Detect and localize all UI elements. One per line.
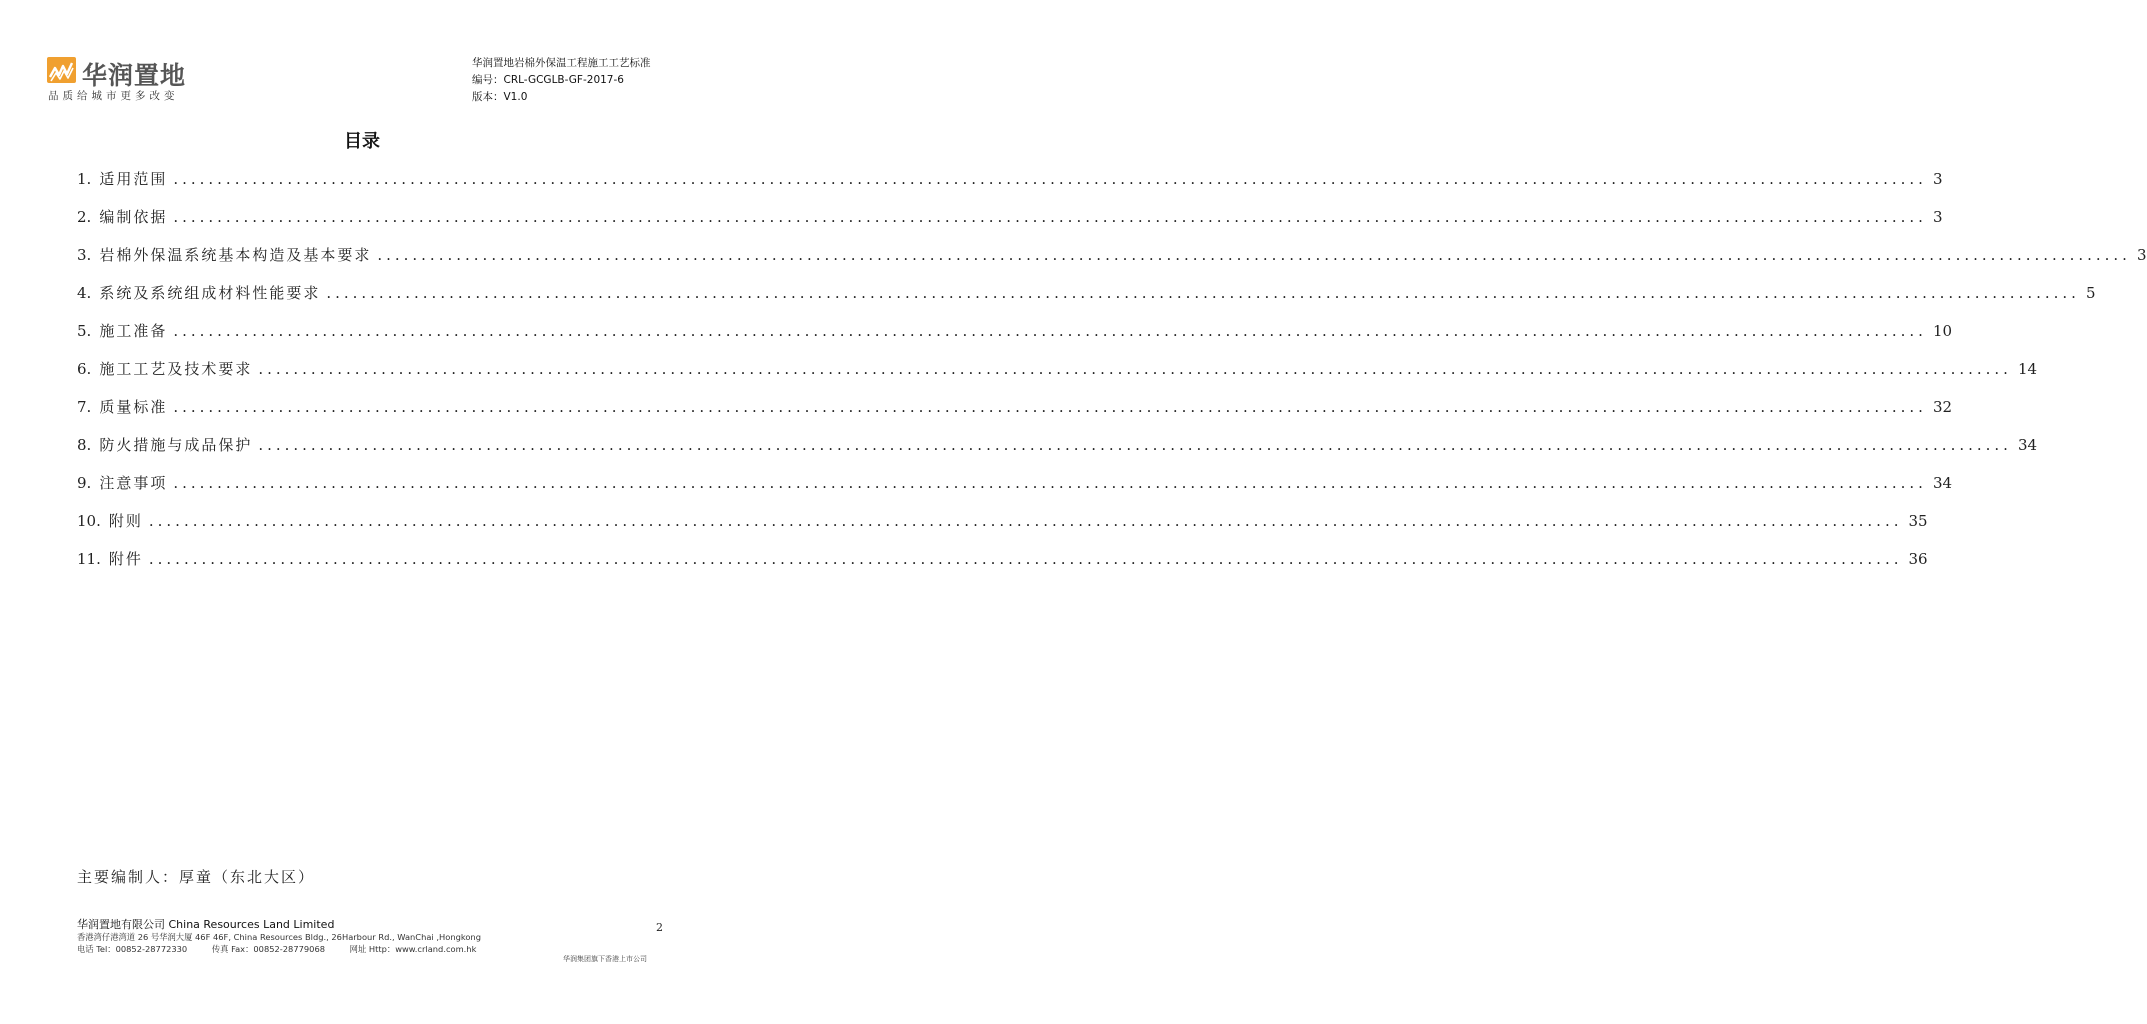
- toc-leader-dots: ........................................................................................................................................................................................................: [326, 284, 2080, 302]
- toc-leader-dots: ........................................................................................................................................................................................................: [258, 436, 2012, 454]
- toc-leader-dots: ........................................................................................................................................................................................................: [173, 322, 1927, 340]
- toc-leader-dots: ........................................................................................................................................................................................................: [377, 246, 2131, 264]
- footer-note: 华润集团旗下香港上市公司: [563, 955, 647, 963]
- toc-entry-number: 9.: [77, 474, 92, 492]
- toc-leader-dots: ........................................................................................................................................................................................................: [173, 170, 1927, 188]
- toc-entry-page: 3: [1932, 208, 1943, 226]
- toc-entry-page: 10: [1932, 322, 1953, 340]
- toc-entry-number: 6.: [77, 360, 92, 378]
- toc-entry[interactable]: [77, 312, 1953, 350]
- footer-company: 华润置地有限公司 China Resources Land Limited: [77, 918, 335, 931]
- toc-entry-title: 编制依据: [99, 208, 168, 226]
- footer-contact: [77, 943, 498, 955]
- document-version: 版本：V1.0: [472, 91, 528, 103]
- toc-entry-title: 质量标准: [99, 398, 168, 416]
- toc-entry[interactable]: [77, 388, 1953, 426]
- toc-entry-number: 3.: [77, 246, 92, 264]
- toc-entry[interactable]: [77, 350, 2038, 388]
- logo-mark-icon: [47, 57, 76, 83]
- footer-web: 网址 Http：www.crland.com.hk: [349, 944, 477, 954]
- toc-entry-title: 施工工艺及技术要求: [99, 360, 253, 378]
- toc-entry[interactable]: [77, 502, 1928, 540]
- toc-entry-title: 附件: [108, 550, 143, 568]
- toc-entry[interactable]: [77, 426, 2038, 464]
- toc-entry-title: 注意事项: [99, 474, 168, 492]
- toc-entry-number: 7.: [77, 398, 92, 416]
- company-logo: [47, 57, 217, 103]
- footer-tel: 电话 Tel：00852-28772330: [77, 944, 188, 954]
- toc-entry-page: 14: [2017, 360, 2038, 378]
- toc-entry[interactable]: [77, 274, 2096, 312]
- toc-leader-dots: ........................................................................................................................................................................................................: [173, 208, 1927, 226]
- toc-leader-dots: ........................................................................................................................................................................................................: [148, 512, 1903, 530]
- toc-leader-dots: ........................................................................................................................................................................................................: [173, 398, 1927, 416]
- toc-entry-title: 防火措施与成品保护: [99, 436, 253, 454]
- footer-fax: 传真 Fax：00852-28779068: [211, 944, 326, 954]
- toc-title: 目录: [344, 131, 380, 152]
- logo-name: 华润置地: [82, 61, 187, 90]
- toc-entry-number: 1.: [77, 170, 92, 188]
- toc-leader-dots: ........................................................................................................................................................................................................: [173, 474, 1927, 492]
- toc-entry-page: 5: [2085, 284, 2096, 302]
- toc-entry-page: 34: [1932, 474, 1953, 492]
- toc-entry-title: 施工准备: [99, 322, 168, 340]
- toc-entry[interactable]: [77, 198, 1943, 236]
- toc-entry-page: 3: [2136, 246, 2147, 264]
- toc-entry-title: 岩棉外保温系统基本构造及基本要求: [99, 246, 372, 264]
- toc-entry-title: 附则: [108, 512, 143, 530]
- toc-entry-title: 适用范围: [99, 170, 168, 188]
- author-line: 主要编制人：厚童（东北大区）: [77, 868, 316, 886]
- toc-entry-number: 5.: [77, 322, 92, 340]
- toc-entry-number: 4.: [77, 284, 92, 302]
- toc-entry-number: 11.: [77, 550, 101, 568]
- toc-entry-title: 系统及系统组成材料性能要求: [99, 284, 321, 302]
- toc-entry[interactable]: [77, 236, 2147, 274]
- table-of-contents: [77, 160, 2147, 578]
- toc-leader-dots: ........................................................................................................................................................................................................: [148, 550, 1903, 568]
- toc-entry-number: 8.: [77, 436, 92, 454]
- toc-entry-page: 35: [1908, 512, 1928, 530]
- toc-entry-page: 3: [1932, 170, 1943, 188]
- toc-entry[interactable]: [77, 540, 1928, 578]
- toc-entry[interactable]: [77, 464, 1953, 502]
- document-code: 编号：CRL-GCGLB-GF-2017-6: [472, 74, 624, 86]
- toc-entry-number: 2.: [77, 208, 92, 226]
- document-title: 华润置地岩棉外保温工程施工工艺标准: [472, 57, 651, 69]
- toc-entry-page: 32: [1932, 398, 1953, 416]
- document-info: [472, 55, 651, 106]
- toc-entry-page: 34: [2017, 436, 2038, 454]
- logo-slogan: 品质给城市更多改变: [48, 90, 179, 102]
- page-number: 2: [656, 921, 663, 934]
- toc-entry-page: 36: [1908, 550, 1928, 568]
- toc-leader-dots: ........................................................................................................................................................................................................: [258, 360, 2012, 378]
- footer-address: 香港湾仔港湾道 26 号华润大厦 46F 46F, China Resources Bldg., 26Harbour Rd., WanChai ,Hongkong: [77, 932, 481, 942]
- toc-entry-number: 10.: [77, 512, 101, 530]
- toc-entry[interactable]: [77, 160, 1943, 198]
